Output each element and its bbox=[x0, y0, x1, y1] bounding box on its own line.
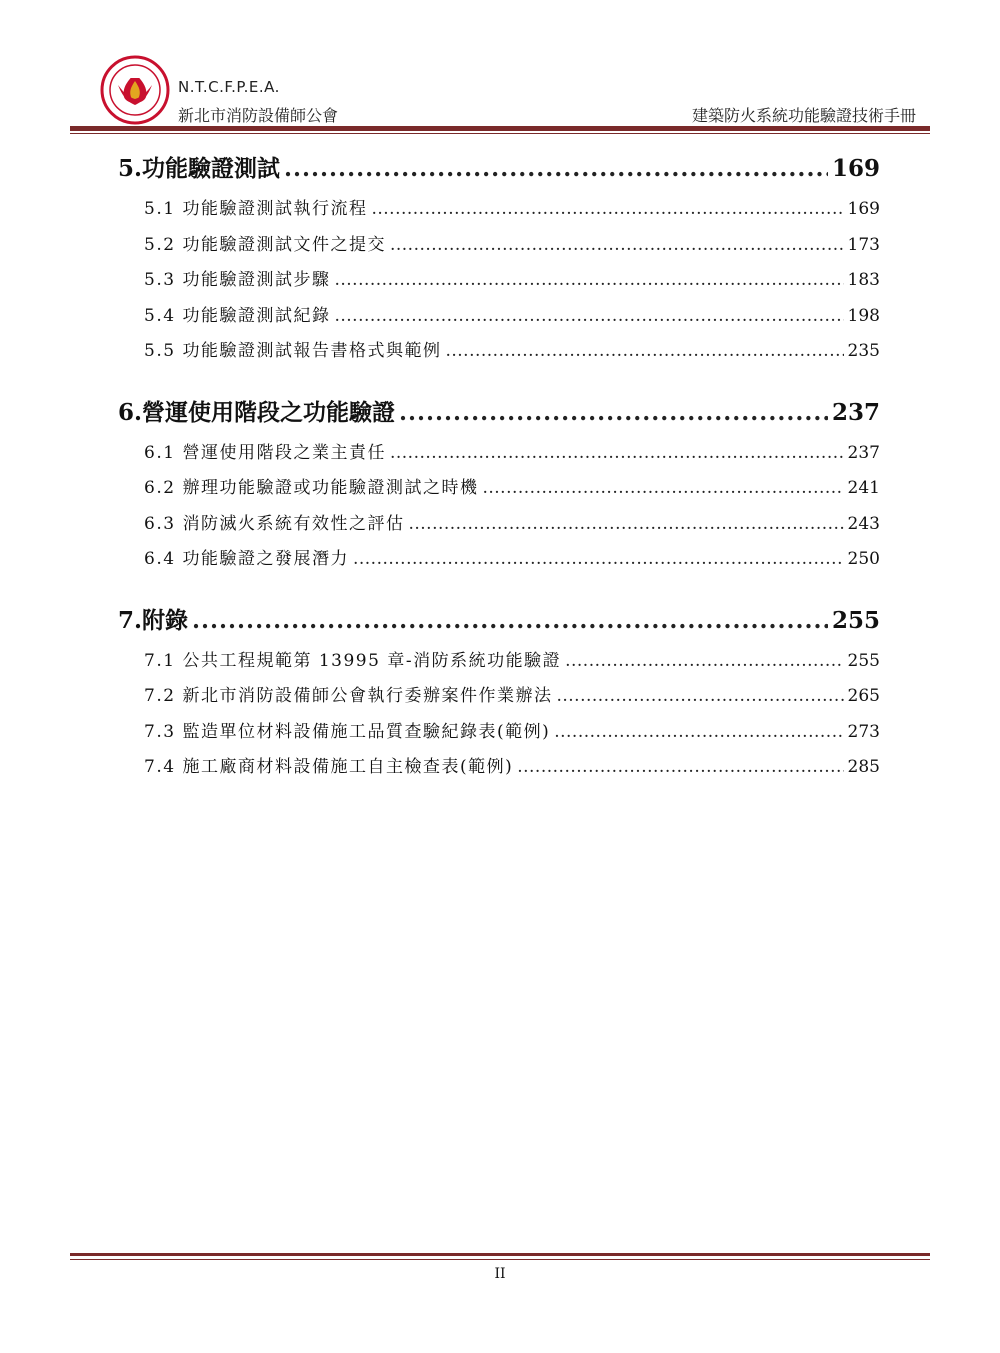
toc-item-6-2[interactable] bbox=[118, 473, 880, 509]
header-rule-thick bbox=[70, 126, 930, 131]
section-spacer bbox=[118, 580, 880, 602]
item-page: 243 bbox=[847, 513, 880, 534]
table-of-contents bbox=[118, 150, 880, 788]
item-page: 273 bbox=[847, 721, 880, 742]
toc-item-6-4[interactable] bbox=[118, 544, 880, 580]
item-title: 營運使用階段之業主責任 bbox=[182, 442, 386, 463]
item-page: 250 bbox=[847, 549, 880, 569]
toc-section-7[interactable] bbox=[118, 602, 880, 646]
toc-section-5[interactable] bbox=[118, 150, 880, 194]
page-header bbox=[70, 50, 930, 130]
dot-leader bbox=[565, 651, 843, 671]
toc-item-5-2[interactable] bbox=[118, 230, 880, 266]
item-number: 6.2 bbox=[144, 478, 176, 498]
item-number: 5.4 bbox=[144, 305, 176, 326]
item-page: 237 bbox=[847, 442, 880, 463]
item-number: 6.3 bbox=[144, 513, 176, 534]
section-number: 7. bbox=[118, 606, 143, 634]
section-page: 169 bbox=[831, 155, 880, 182]
header-rule-thin bbox=[70, 133, 930, 134]
dot-leader bbox=[192, 607, 828, 634]
item-title: 施工廠商材料設備施工自主檢查表(範例) bbox=[182, 757, 514, 777]
item-title: 新北市消防設備師公會執行委辦案件作業辦法 bbox=[182, 686, 553, 706]
item-number: 7.1 bbox=[144, 650, 176, 671]
item-number: 5.1 bbox=[144, 199, 176, 219]
dot-leader bbox=[408, 514, 843, 534]
item-page: 255 bbox=[847, 650, 880, 671]
dot-leader bbox=[445, 341, 843, 361]
dot-leader bbox=[517, 757, 843, 777]
item-page: 183 bbox=[847, 270, 880, 290]
dot-leader bbox=[399, 399, 828, 426]
item-number: 7.2 bbox=[144, 686, 176, 706]
item-title: 公共工程規範第 13995 章-消防系統功能驗證 bbox=[182, 650, 562, 671]
org-name-english: N.T.C.F.P.E.A. bbox=[178, 78, 280, 96]
toc-item-7-3[interactable] bbox=[118, 717, 880, 753]
item-number: 6.1 bbox=[144, 442, 176, 463]
dot-leader bbox=[556, 686, 843, 706]
footer-rule-thick bbox=[70, 1253, 930, 1256]
toc-item-6-3[interactable] bbox=[118, 509, 880, 545]
item-title: 辦理功能驗證或功能驗證測試之時機 bbox=[182, 478, 479, 498]
section-spacer bbox=[118, 372, 880, 394]
section-number: 5. bbox=[118, 155, 143, 182]
section-title: 營運使用階段之功能驗證 bbox=[142, 399, 396, 426]
item-page: 173 bbox=[847, 234, 880, 255]
dot-leader bbox=[390, 443, 844, 463]
item-page: 241 bbox=[847, 478, 880, 498]
footer-rule-thin bbox=[70, 1259, 930, 1260]
item-title: 消防滅火系統有效性之評估 bbox=[182, 513, 405, 534]
section-title: 附錄 bbox=[142, 607, 189, 634]
toc-item-5-5[interactable] bbox=[118, 336, 880, 372]
toc-item-5-4[interactable] bbox=[118, 301, 880, 337]
page-number: II bbox=[494, 1266, 506, 1282]
toc-section-6[interactable] bbox=[118, 394, 880, 438]
item-number: 5.5 bbox=[144, 341, 176, 361]
dot-leader bbox=[554, 722, 843, 742]
dot-leader bbox=[353, 549, 844, 569]
item-title: 功能驗證測試文件之提交 bbox=[182, 234, 386, 255]
item-title: 監造單位材料設備施工品質查驗紀錄表(範例) bbox=[182, 721, 551, 742]
item-number: 6.4 bbox=[144, 549, 176, 569]
item-title: 功能驗證測試報告書格式與範例 bbox=[182, 341, 442, 361]
section-title: 功能驗證測試 bbox=[142, 156, 281, 182]
dot-leader bbox=[390, 235, 844, 255]
toc-item-7-1[interactable] bbox=[118, 646, 880, 682]
section-number: 6. bbox=[118, 398, 143, 426]
item-page: 198 bbox=[847, 305, 880, 326]
item-number: 7.4 bbox=[144, 757, 176, 777]
item-title: 功能驗證測試執行流程 bbox=[182, 199, 368, 219]
document-title: 建築防火系統功能驗證技術手冊 bbox=[691, 106, 916, 125]
dot-leader bbox=[371, 199, 843, 219]
item-number: 7.3 bbox=[144, 721, 176, 742]
item-page: 285 bbox=[847, 757, 880, 777]
item-number: 5.2 bbox=[144, 234, 176, 255]
dot-leader bbox=[334, 270, 843, 290]
item-title: 功能驗證測試紀錄 bbox=[182, 305, 331, 326]
item-page: 169 bbox=[847, 199, 880, 219]
association-logo-icon bbox=[100, 55, 170, 125]
item-page: 265 bbox=[847, 686, 880, 706]
section-page: 255 bbox=[831, 606, 880, 634]
toc-item-5-3[interactable] bbox=[118, 265, 880, 301]
item-page: 235 bbox=[847, 341, 880, 361]
dot-leader bbox=[482, 478, 843, 498]
dot-leader bbox=[334, 306, 843, 326]
toc-item-7-2[interactable] bbox=[118, 681, 880, 717]
toc-item-5-1[interactable] bbox=[118, 194, 880, 230]
item-title: 功能驗證測試步驟 bbox=[182, 270, 331, 290]
toc-item-6-1[interactable] bbox=[118, 438, 880, 474]
item-number: 5.3 bbox=[144, 270, 176, 290]
item-title: 功能驗證之發展潛力 bbox=[182, 549, 349, 569]
toc-item-7-4[interactable] bbox=[118, 752, 880, 788]
section-page: 237 bbox=[831, 398, 880, 426]
org-name-chinese: 新北市消防設備師公會 bbox=[178, 106, 339, 125]
dot-leader bbox=[284, 155, 828, 182]
